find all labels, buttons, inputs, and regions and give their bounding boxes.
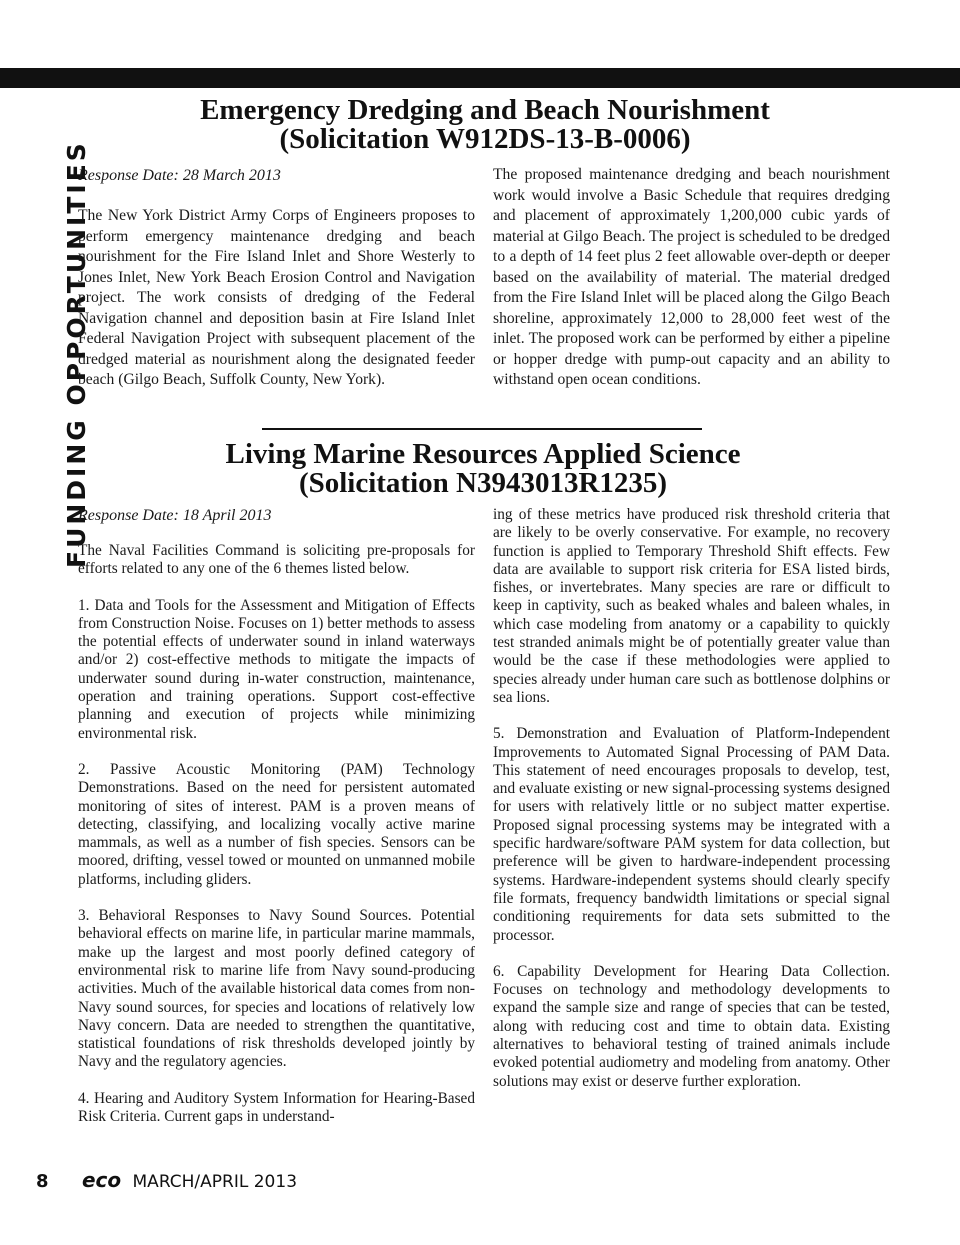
article1-right-text: The proposed maintenance dredging and beach nourishment work would involve a Basic Schedule that requires dredging and placement of approximately 1,200,000 cubic yards of material at Gilgo Beach. The project is scheduled to be dredged to a depth of 14 feet plus 2 feet allowable over-depth or deeper based on the availability of material. The material dredged from the Fire Island Inlet will be placed along the Gilgo Beach shoreline, approximately 12,000 to 28,000 feet west of the inlet. The proposed work can be performed by either a pipeline or hopper dredge with pump-out capacity and an ability to withstand open ocean conditions. [493,166,890,388]
article2-title-line1: Living Marine Resources Applied Science [225,438,741,470]
article2-title [140,440,826,498]
article1-title [140,96,830,154]
article2-paragraph: 5. Demonstration and Evaluation of Platform-Independent Improvements to Automated Signal Processing of PAM Data. This statement of need encourages proposals to develop, test, and evaluate existing or new signal-processing systems designed for users with relatively little or no subject matter expertise. Proposed signal processing systems may be integrated with a specific hardware/software PAM system for data collection, but preference will be given to hardware-independent processing systems. Hardware-independent systems should clearly specify file formats, frequency bandwidth limitations or special signal conditioning requirements for data sets submitted to the processor. [493,725,890,944]
header-bar [0,68,960,88]
page-number: 8 [36,1171,49,1192]
section-divider [262,428,702,430]
section-label: FUNDING OPPORTUNITIES [62,140,91,568]
magazine-brand: eco [81,1168,122,1192]
article1-title-line2: (Solicitation W912DS-13-B-0006) [279,123,691,155]
page-footer [36,1168,297,1192]
article2-left-column [78,542,475,1144]
article2-paragraph: 1. Data and Tools for the Assessment and Mitigation of Effects from Construction Noise. Focuses on 1) better methods to assess the potential effects of underwater sound in inland waterways and/or 2) cost-effective methods to mitigate the impacts of underwater sound during in-water construction, maintenance, operation and training operations. Support cost-effective planning and execution of projects while minimizing environmental risk. [78,596,475,742]
article2-title-line2: (Solicitation N3943013R1235) [298,467,668,499]
article1-right-column [493,165,890,391]
article2-paragraph: 6. Capability Development for Hearing Data Collection. Focuses on technology and methodology developments to expand the sample size and range of species that can be tested, along with reducing cost and time to obtain data. Existing alternatives to behavioral testing of trained animals include evoked potential audiometry and modeling from anatomy. Other solutions may exist or deserve further exploration. [493,962,890,1090]
article2-paragraph: The Naval Facilities Command is soliciting pre-proposals for efforts related to any one of the 6 themes listed below. [78,542,475,578]
article1-left-text: The New York District Army Corps of Engineers proposes to perform emergency maintenance dredging and beach nourishment for the Fire Island Inlet and Shore Westerly to Jones Inlet, New York Beach Erosion Control and Navigation project. The work consists of dredging of the Federal Navigation channel and deposition basin at Fire Island Inlet Federal Navigation Project with subsequent placement of the dredged material as nourishment along the designated feeder beach (Gilgo Beach, Suffolk County, New York). [78,207,475,388]
article2-paragraph: 2. Passive Acoustic Monitoring (PAM) Technology Demonstrations. Based on the need for persistent automated monitoring of sites of interest. PAM is a proven means of detecting, classifying, and localizing vocally active marine mammals, as well as a number of fish species. Sensors can be moored, drifting, vessel towed or mounted on unmanned mobile platforms, including gliders. [78,760,475,888]
issue-date: MARCH/APRIL 2013 [132,1172,298,1192]
article1-title-line1: Emergency Dredging and Beach Nourishment [200,94,770,126]
article2-paragraph: ing of these metrics have produced risk threshold criteria that are likely to be overly conservative. For example, no recovery function is applied to Temporary Threshold Shift effects. Few data are available to support risk criteria for ESA listed birds, fishes, or invertebrates. Many species are rare or difficult to keep in captivity, such as beaked whales and baleen whales, in which case modeling from anatomy or a capability to quickly test stranded animals might be of potentially greater value than would be the case if these methodologies were applied to species already under human care such as bottlenose dolphins or sea lions. [493,506,890,706]
article1-response-date: Response Date: 28 March 2013 [78,167,281,184]
article1-left-column [78,206,475,391]
article2-paragraph: 4. Hearing and Auditory System Information for Hearing-Based Risk Criteria. Current gaps in understand- [78,1089,475,1126]
article2-right-column [493,506,890,1109]
article2-response-date: Response Date: 18 April 2013 [78,507,272,524]
article2-paragraph: 3. Behavioral Responses to Navy Sound Sources. Potential behavioral effects on marine life, in particular marine mammals, make up the largest and most poorly defined category of environmental risk to marine life from Navy sound-producing activities. Much of the available historical data comes from non-Navy sound sources, for species and locations of relatively low Navy concern. Data are needed to strengthen the quantitative, statistical foundations of risk thresholds developed jointly by Navy and the regulatory agencies. [78,907,475,1071]
